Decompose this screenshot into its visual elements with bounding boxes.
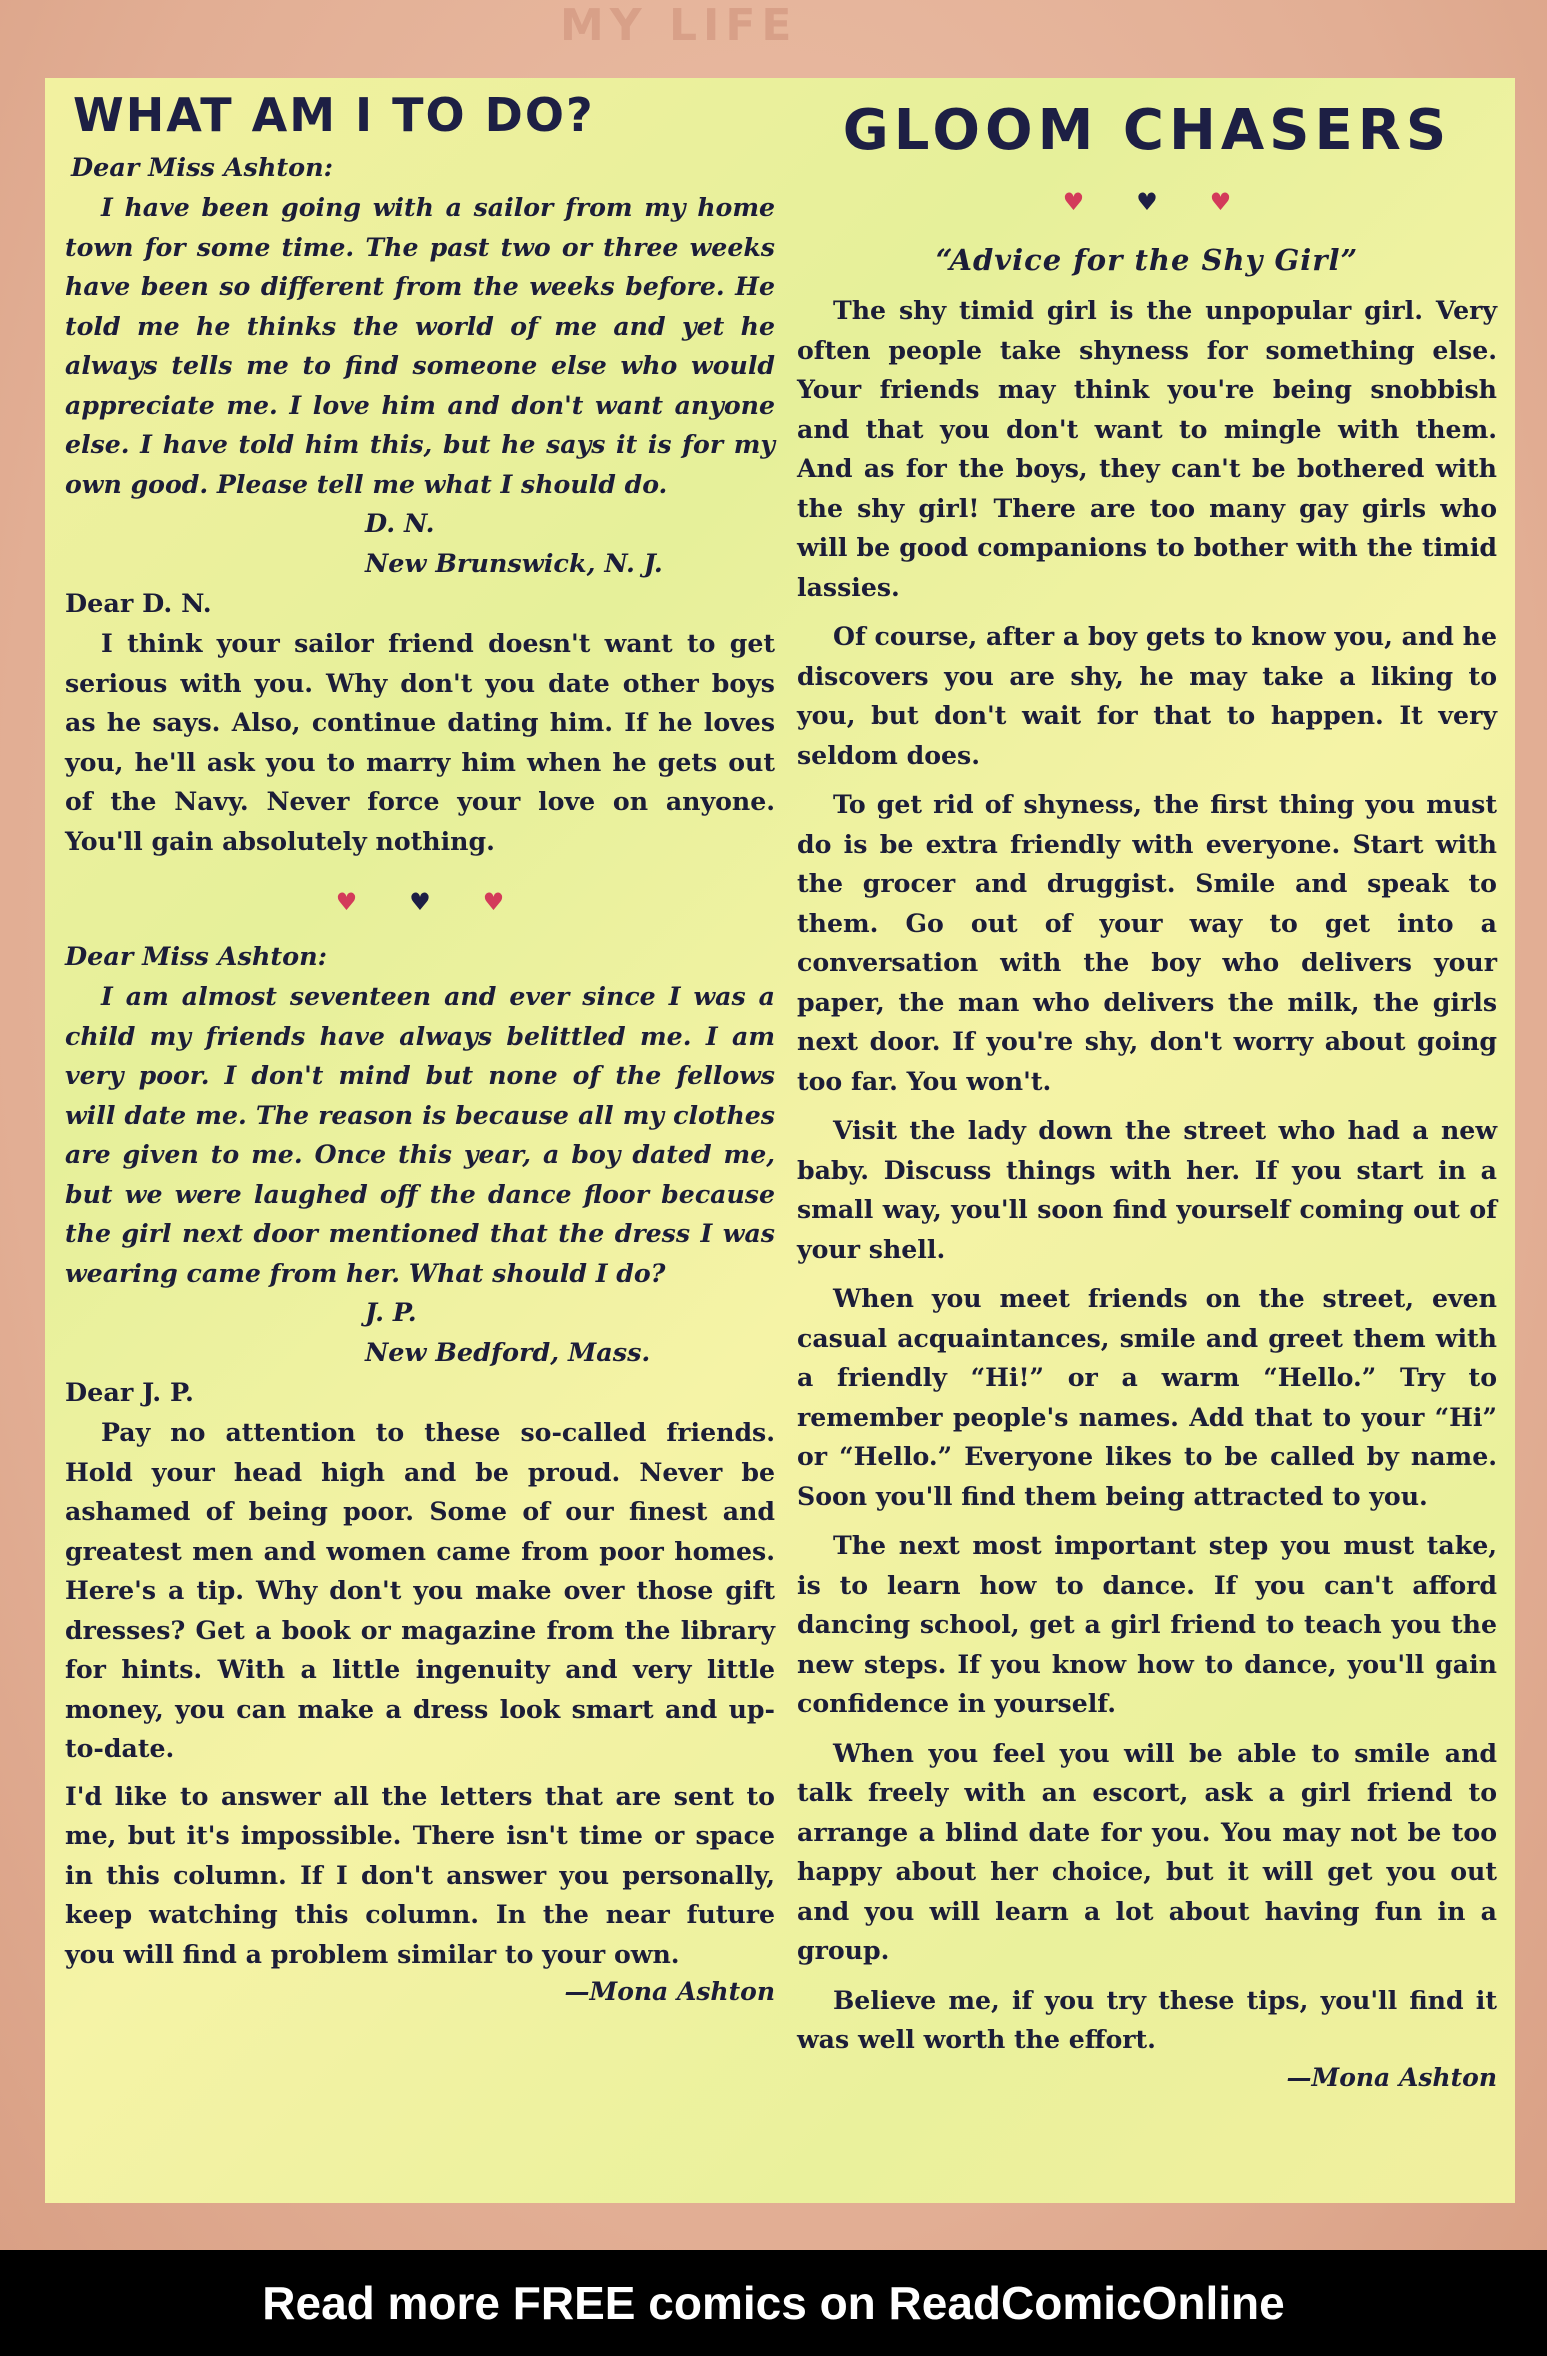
advice-column-panel bbox=[45, 78, 1515, 2203]
letter-place: New Brunswick, N. J. bbox=[365, 549, 663, 579]
reply-body: I think your sailor friend doesn't want to get serious with you. Why don't you date other boys as he says. Also, continue dating him. If he loves you, he'll ask you to marry him when he gets out of the Navy. Never force your love on anyone. You'll gain absolutely nothing. bbox=[65, 628, 775, 856]
heart-icon: ♥ bbox=[409, 888, 483, 916]
letter-body: I am almost seventeen and ever since I was a child my friends have always belittled me. I am very poor. I don't mind but none of the fellows will date me. The reason is because all my clothes are given to me. Once this year, a boy dated me, but we were laughed off the dance floor because the girl next door mentioned that the dress I was wearing came from her. What should I do? bbox=[65, 981, 775, 1288]
article-paragraph: When you feel you will be able to smile and talk freely with an escort, ask a girl friend to arrange a blind date for you. You may not be too happy about her choice, but it will get you out and you will learn a lot about having fun in a group. bbox=[797, 1737, 1497, 1965]
closing-note: I'd like to answer all the letters that are sent to me, but it's impossible. There isn't time or space in this column. If I don't answer you personally, keep watching this column. In the near future you will find a problem similar to your own. bbox=[65, 1780, 775, 1969]
article-subtitle: “Advice for the Shy Girl” bbox=[935, 243, 1359, 277]
letter-salutation: Dear Miss Ashton: bbox=[65, 942, 328, 972]
article-paragraph: When you meet friends on the street, even casual acquaintances, smile and greet them with a friendly “Hi!” or a warm “Hello.” Try to remember people's names. Add that to your “Hi” or “Hello.” Everyone likes to be called by name. Soon you'll find them being attracted to you. bbox=[797, 1283, 1497, 1511]
letter-initials: D. N. bbox=[365, 509, 435, 539]
column-heading: WHAT AM I TO DO? bbox=[73, 88, 595, 142]
letter-place: New Bedford, Mass. bbox=[365, 1338, 651, 1368]
article-paragraph: Believe me, if you try these tips, you'll find it was well worth the effort. bbox=[797, 1984, 1497, 2054]
heart-divider bbox=[65, 887, 775, 917]
letter-salutation: Dear Miss Ashton: bbox=[71, 153, 334, 183]
article-paragraph: Of course, after a boy gets to know you, and he discovers you are shy, he may take a liking to you, but don't wait for that to happen. It very seldom does. bbox=[797, 621, 1497, 770]
letter-initials: J. P. bbox=[365, 1298, 417, 1328]
article-paragraph: Visit the lady down the street who had a new baby. Discuss things with her. If you start in a small way, you'll soon find yourself coming out of your shell. bbox=[797, 1115, 1497, 1264]
signature: —Mona Ashton bbox=[564, 1977, 775, 2006]
reply-salutation: Dear J. P. bbox=[65, 1378, 194, 1408]
article-paragraph: The shy timid girl is the unpopular girl. Very often people take shyness for something else. Your friends may think you're being snobbish and that you don't want to mingle with them. And as for the boys, they can't be bothered with the shy girl! There are too many gay girls who will be good companions to bother with the timid lassies. bbox=[797, 295, 1497, 602]
heart-icon: ♥ bbox=[482, 888, 557, 916]
heart-icon: ♥ bbox=[1062, 188, 1137, 216]
heart-icon: ♥ bbox=[1136, 188, 1210, 216]
signature: —Mona Ashton bbox=[1286, 2062, 1497, 2092]
column-heading: GLOOM CHASERS bbox=[842, 98, 1452, 163]
article-paragraph: To get rid of shyness, the first thing you must do is be extra friendly with everyone. Start with the grocer and druggist. Smile and speak to them. Go out of your way to get into a conversation with the boy who delivers your paper, the man who delivers the milk, the girls next door. If you're shy, don't worry about going too far. You won't. bbox=[797, 789, 1497, 1096]
reply-salutation: Dear D. N. bbox=[65, 589, 212, 619]
footer-banner[interactable]: Read more FREE comics on ReadComicOnline bbox=[0, 2250, 1547, 2356]
masthead-ghost: MY LIFE bbox=[560, 0, 798, 51]
heart-icon: ♥ bbox=[1209, 188, 1284, 216]
letter-body: I have been going with a sailor from my home town for some time. The past two or three weeks have been so different from the weeks before. He told me he thinks the world of me and yet he always tells me to find someone else who would appreciate me. I love him and don't want anyone else. I have told him this, but he says it is for my own good. Please tell me what I should do. bbox=[65, 192, 775, 499]
gloom-chasers-column bbox=[797, 78, 1497, 2096]
reply-body: Pay no attention to these so-called friends. Hold your head high and be proud. Never be ashamed of being poor. Some of our finest and greatest men and women came from poor homes. Here's a tip. Why don't you make over those gift dresses? Get a book or magazine from the library for hints. With a little ingenuity and very little money, you can make a dress look smart and up-to-date. bbox=[65, 1417, 775, 1763]
letters-column bbox=[65, 78, 775, 2010]
article-paragraph: The next most important step you must take, is to learn how to dance. If you can't afford dancing school, get a girl friend to teach you the new steps. If you know how to dance, you'll gain confidence in yourself. bbox=[797, 1530, 1497, 1718]
heart-divider bbox=[797, 187, 1497, 217]
heart-icon: ♥ bbox=[335, 888, 410, 916]
